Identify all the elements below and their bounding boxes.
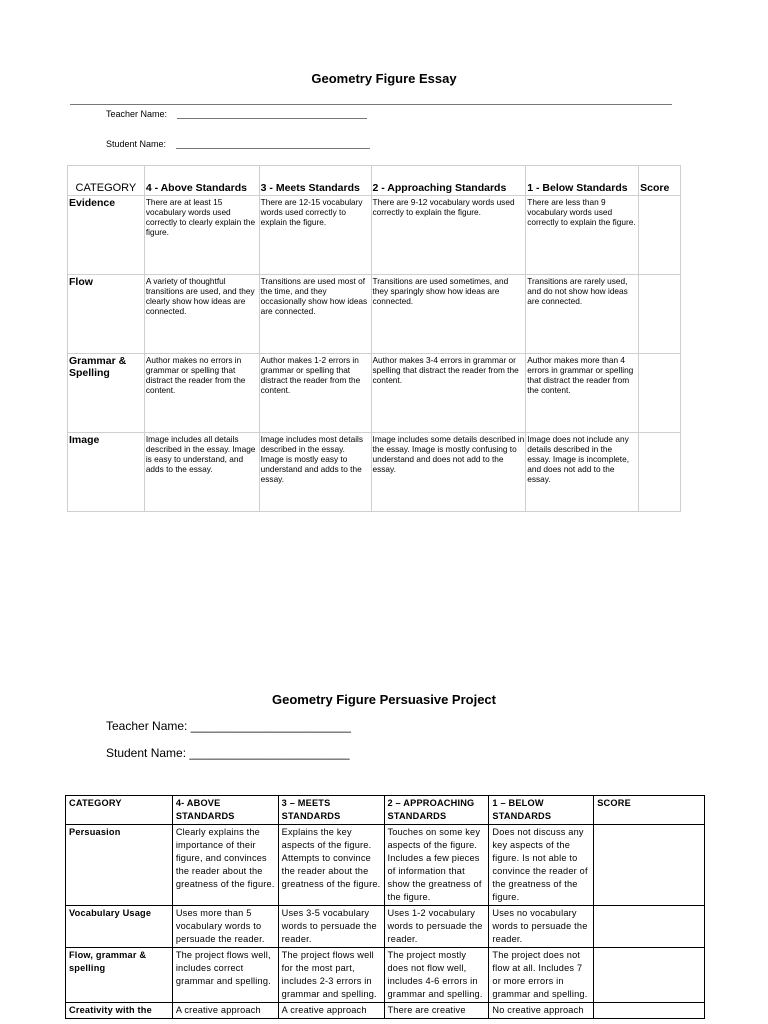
table-cell: Uses more than 5 vocabulary words to persuade the reader.	[172, 906, 278, 948]
table-cell: Uses no vocabulary words to persuade the reader.	[489, 906, 594, 948]
table-cell: Transitions are used most of the time, and they occasionally show how ideas are connected.	[259, 275, 371, 354]
table-cell: Uses 3-5 vocabulary words to persuade the reader.	[278, 906, 384, 948]
score-cell[interactable]	[639, 433, 681, 512]
header-cell: 3 - Meets Standards	[259, 166, 371, 196]
table-cell: The project flows well, includes correct grammar and spelling.	[172, 948, 278, 1003]
table-cell: There are 9-12 vocabulary words used correctly to explain the figure.	[371, 196, 526, 275]
table-cell: There are 12-15 vocabulary words used correctly to explain the figure.	[259, 196, 371, 275]
row-category: Image	[68, 433, 145, 512]
table-cell: A creative approach	[278, 1003, 384, 1019]
score-cell[interactable]	[594, 825, 705, 906]
table-row	[66, 825, 705, 906]
header-cell: 3 – MEETS STANDARDS	[278, 796, 384, 825]
table-cell: Author makes 1-2 errors in grammar or spelling that distract the reader from the content.	[259, 354, 371, 433]
row-category: Creativity with the	[66, 1003, 173, 1019]
essay-title: Geometry Figure Essay	[311, 71, 457, 86]
header-cell: 4- ABOVE STANDARDS	[172, 796, 278, 825]
table-row	[68, 196, 681, 275]
table-cell: Image includes most details described in the essay. Image is mostly easy to understand and adds to the essay.	[259, 433, 371, 512]
project-rubric-table	[65, 795, 705, 1019]
table-cell: Author makes more than 4 errors in grammar or spelling that distract the reader from the content.	[526, 354, 639, 433]
table-row	[68, 433, 681, 512]
student-name-label: Student Name:	[106, 139, 167, 149]
table-header-row	[68, 166, 681, 196]
table-cell: There are creative	[384, 1003, 489, 1019]
header-cell: 1 - Below Standards	[526, 166, 639, 196]
score-cell[interactable]	[594, 948, 705, 1003]
table-cell: Transitions are rarely used, and do not show how ideas are connected.	[526, 275, 639, 354]
table-row	[68, 275, 681, 354]
table-cell: Touches on some key aspects of the figure. Includes a few pieces of information that show the greatness of the figure.	[384, 825, 489, 906]
score-cell[interactable]	[639, 196, 681, 275]
table-cell: The project flows well for the most part, includes 2-3 errors in grammar and spelling.	[278, 948, 384, 1003]
header-cell: CATEGORY	[66, 796, 173, 825]
project-teacher-name[interactable]: Teacher Name: ________________________	[106, 719, 351, 733]
table-cell: There are at least 15 vocabulary words used correctly to clearly explain the figure.	[144, 196, 259, 275]
row-category: Vocabulary Usage	[66, 906, 173, 948]
score-cell[interactable]	[594, 906, 705, 948]
header-cell: 2 - Approaching Standards	[371, 166, 526, 196]
teacher-name-field	[106, 109, 367, 119]
header-cell: CATEGORY	[68, 166, 145, 196]
row-category: Flow	[68, 275, 145, 354]
project-title: Geometry Figure Persuasive Project	[272, 692, 496, 707]
table-cell: Uses 1-2 vocabulary words to persuade the reader.	[384, 906, 489, 948]
student-name-field	[106, 139, 370, 149]
header-cell: 2 – APPROACHING STANDARDS	[384, 796, 489, 825]
table-cell: Explains the key aspects of the figure. Attempts to convince the reader about the greatness of the figure.	[278, 825, 384, 906]
project-student-name[interactable]: Student Name: ________________________	[106, 746, 350, 760]
header-cell: 4 - Above Standards	[144, 166, 259, 196]
table-cell: There are less than 9 vocabulary words used correctly to explain the figure.	[526, 196, 639, 275]
table-row	[66, 948, 705, 1003]
row-category: Evidence	[68, 196, 145, 275]
score-cell[interactable]	[594, 1003, 705, 1019]
essay-rubric-table	[67, 165, 681, 512]
table-cell: A creative approach	[172, 1003, 278, 1019]
table-row	[66, 906, 705, 948]
table-cell: Image includes some details described in the essay. Image is mostly confusing to understand and does not add to the essay.	[371, 433, 526, 512]
table-cell: Does not discuss any key aspects of the figure. Is not able to convince the reader of the greatness of the figure.	[489, 825, 594, 906]
row-category: Persuasion	[66, 825, 173, 906]
table-cell: Transitions are used sometimes, and they sparingly show how ideas are connected.	[371, 275, 526, 354]
header-cell: SCORE	[594, 796, 705, 825]
score-cell[interactable]	[639, 354, 681, 433]
row-category: Flow, grammar & spelling	[66, 948, 173, 1003]
row-category: Grammar & Spelling	[68, 354, 145, 433]
table-row	[66, 1003, 705, 1019]
header-cell: 1 – BELOW STANDARDS	[489, 796, 594, 825]
teacher-name-label: Teacher Name:	[106, 109, 168, 119]
divider	[70, 104, 672, 105]
table-cell: Image includes all details described in the essay. Image is easy to understand, and adds to the essay.	[144, 433, 259, 512]
table-row	[68, 354, 681, 433]
table-cell: No creative approach	[489, 1003, 594, 1019]
teacher-name-line[interactable]	[177, 110, 367, 119]
student-name-line[interactable]	[176, 140, 370, 149]
table-cell: The project does not flow at all. Includes 7 or more errors in grammar and spelling.	[489, 948, 594, 1003]
table-cell: Author makes no errors in grammar or spelling that distract the reader from the content.	[144, 354, 259, 433]
table-cell: A variety of thoughtful transitions are used, and they clearly show how ideas are connected.	[144, 275, 259, 354]
table-cell: Author makes 3-4 errors in grammar or spelling that distract the reader from the content.	[371, 354, 526, 433]
table-cell: The project mostly does not flow well, includes 4-6 errors in grammar and spelling.	[384, 948, 489, 1003]
table-cell: Clearly explains the importance of their figure, and convinces the reader about the greatness of the figure.	[172, 825, 278, 906]
table-header-row	[66, 796, 705, 825]
header-cell: Score	[639, 166, 681, 196]
score-cell[interactable]	[639, 275, 681, 354]
table-cell: Image does not include any details described in the essay. Image is incomplete, and does not add to the essay.	[526, 433, 639, 512]
